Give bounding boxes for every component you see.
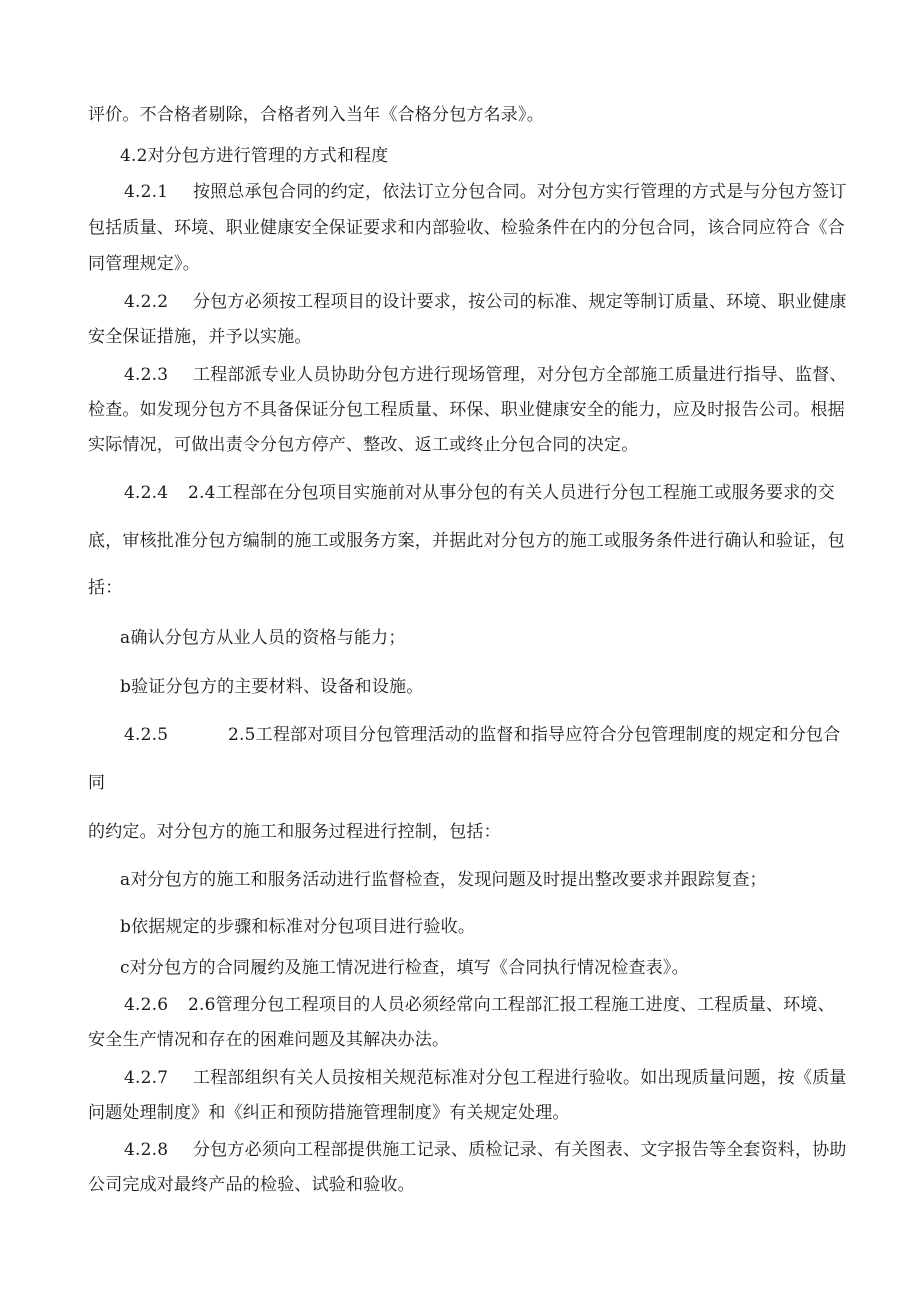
item-number: 4.2.7 bbox=[124, 1068, 169, 1088]
item-text-line: 安全生产情况和存在的困难问题及其解决办法。 bbox=[88, 1030, 450, 1050]
item-text-line: 2.4工程部在分包项目实施前对从事分包的有关人员进行分包工程施工或服务要求的交 bbox=[188, 483, 835, 503]
item-text-line: 的约定。对分包方的施工和服务过程进行控制，包括： bbox=[88, 822, 501, 842]
item-number: 4.2.4 bbox=[124, 483, 169, 503]
section-heading: 4.2对分包方进行管理的方式和程度 bbox=[120, 146, 389, 166]
item-text-line: 安全保证措施，并予以实施。 bbox=[88, 327, 312, 347]
item-text-line: 分包方必须向工程部提供施工记录、质检记录、有关图表、文字报告等全套资料，协助 bbox=[193, 1140, 847, 1160]
item-text-line: 同管理规定》。 bbox=[88, 254, 200, 274]
sub-item: a对分包方的施工和服务活动进行监督检查，发现问题及时提出整改要求并跟踪复查； bbox=[120, 870, 767, 890]
item-text-line: 检查。如发现分包方不具备保证分包工程质量、环保、职业健康安全的能力，应及时报告公司。根据 bbox=[88, 400, 845, 420]
item-number: 4.2.6 bbox=[124, 995, 169, 1015]
sub-item: c对分包方的合同履约及施工情况进行检查，填写《合同执行情况检查表》。 bbox=[120, 958, 689, 978]
item-text-line: 实际情况，可做出责令分包方停产、整改、返工或终止分包合同的决定。 bbox=[88, 435, 639, 455]
item-text-line: 2.5工程部对项目分包管理活动的监督和指导应符合分包管理制度的规定和分包合 bbox=[228, 725, 841, 745]
item-number: 4.2.1 bbox=[124, 182, 169, 202]
item-text-line: 公司完成对最终产品的检验、试验和验收。 bbox=[88, 1175, 415, 1195]
sub-item: b依据规定的步骤和标准对分包项目进行验收。 bbox=[120, 917, 476, 937]
item-text-line: 工程部组织有关人员按相关规范标准对分包工程进行验收。如出现质量问题，按《质量 bbox=[193, 1068, 847, 1088]
item-text-line: 底，审核批准分包方编制的施工或服务方案，并据此对分包方的施工或服务条件进行确认和验证，包 bbox=[88, 531, 845, 551]
sub-item: b验证分包方的主要材料、设备和设施。 bbox=[120, 677, 424, 697]
item-text-line: 分包方必须按工程项目的设计要求，按公司的标准、规定等制订质量、环境、职业健康 bbox=[193, 292, 847, 312]
item-text-line: 2.6管理分包工程项目的人员必须经常向工程部汇报工程施工进度、工程质量、环境、 bbox=[188, 995, 835, 1015]
sub-item: a确认分包方从业人员的资格与能力； bbox=[120, 628, 406, 648]
item-number: 4.2.8 bbox=[124, 1140, 169, 1160]
item-text-line: 工程部派专业人员协助分包方进行现场管理，对分包方全部施工质量进行指导、监督、 bbox=[193, 365, 847, 385]
item-number: 4.2.3 bbox=[124, 365, 169, 385]
continuation-line: 评价。不合格者剔除，合格者列入当年《合格分包方名录》。 bbox=[88, 105, 544, 125]
item-text-line: 括： bbox=[88, 578, 123, 598]
item-text-line: 同 bbox=[88, 773, 106, 793]
item-text-line: 问题处理制度》和《纠正和预防措施管理制度》有关规定处理。 bbox=[88, 1103, 570, 1123]
item-number: 4.2.2 bbox=[124, 292, 169, 312]
item-text-line: 包括质量、环境、职业健康安全保证要求和内部验收、检验条件在内的分包合同，该合同应符合《合 bbox=[88, 218, 845, 238]
item-number: 4.2.5 bbox=[124, 725, 169, 745]
item-text-line: 按照总承包合同的约定，依法订立分包合同。对分包方实行管理的方式是与分包方签订 bbox=[193, 182, 847, 202]
